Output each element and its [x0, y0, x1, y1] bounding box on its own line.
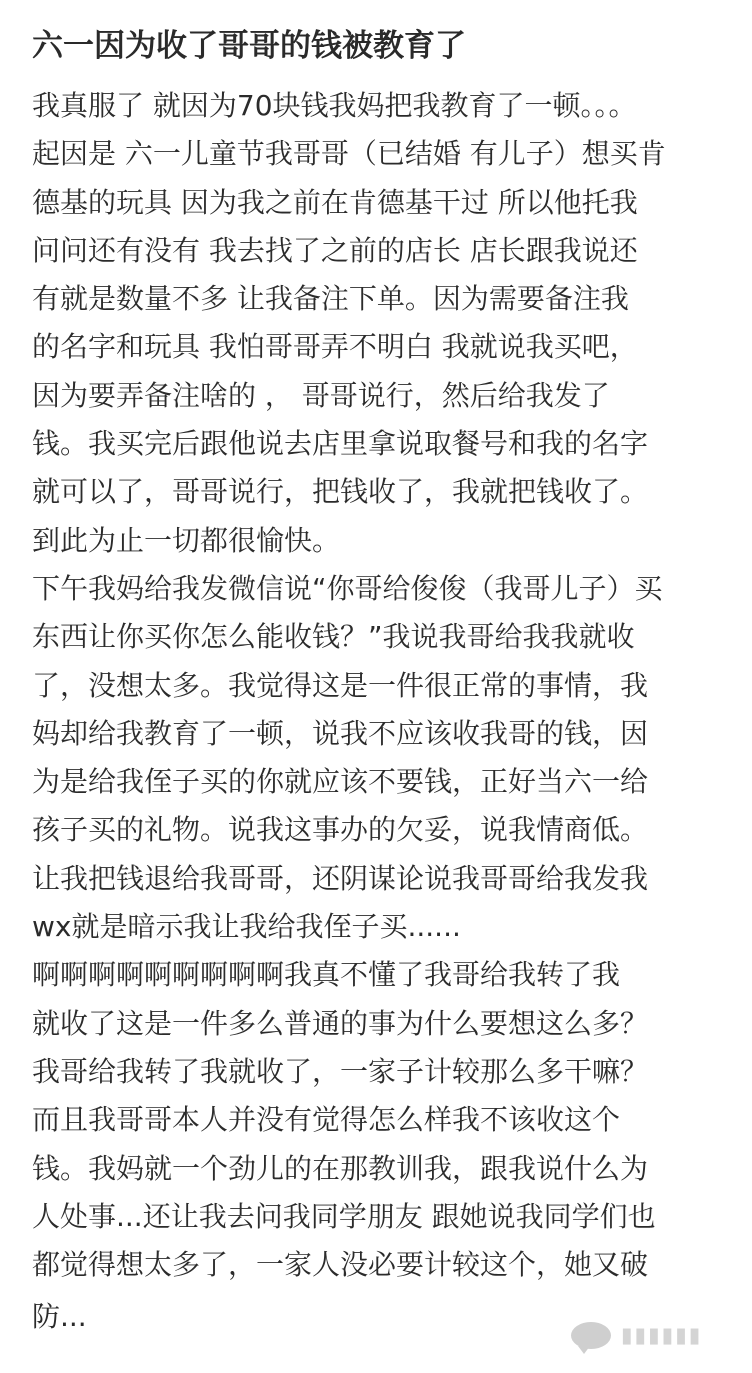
post-line: 到此为止一切都很愉快。 — [32, 523, 341, 557]
post-line: 啊啊啊啊啊啊啊啊啊我真不懂了我哥给我转了我 — [32, 958, 621, 992]
post-line: 防... — [32, 1300, 87, 1334]
post-line: 问问还有没有 我去找了之前的店长 店长跟我说还 — [32, 233, 638, 267]
post-line: 东西让你买你怎么能收钱？”我说我哥给我我就收 — [32, 620, 635, 654]
post-line: 我哥给我转了我就收了，一家子计较那么多干嘛？ — [32, 1054, 649, 1088]
post-line: 德基的玩具 因为我之前在肯德基干过 所以他托我 — [32, 185, 638, 219]
post-line: 人处事...还让我去问我同学朋友 跟她说我同学们也 — [32, 1199, 656, 1233]
post-line: 让我把钱退给我哥哥，还阴谋论说我哥哥给我发我 — [32, 861, 649, 895]
post-line: 钱。我妈就一个劲儿的在那教训我，跟我说什么为 — [32, 1151, 649, 1185]
post-line: 因为要弄备注啥的 ， 哥哥说行，然后给我发了 — [32, 378, 610, 412]
post-line: 都觉得想太多了，一家人没必要计较这个，她又破 — [32, 1248, 649, 1282]
speech-bubble-icon — [571, 1322, 611, 1349]
post-line: 下午我妈给我发微信说“你哥给俊俊（我哥儿子）买 — [32, 571, 663, 605]
post-body — [32, 82, 732, 1342]
post-line: 妈却给我教育了一顿，说我不应该收我哥的钱，因 — [32, 716, 649, 750]
post-line: 了，没想太多。我觉得这是一件很正常的事情，我 — [32, 668, 649, 702]
post-line: 就收了这是一件多么普通的事为什么要想这么多？ — [32, 1006, 649, 1040]
post-line: 就可以了，哥哥说行，把钱收了，我就把钱收了。 — [32, 475, 649, 509]
post-line: 的名字和玩具 我怕哥哥弄不明白 我就说我买吧， — [32, 330, 638, 364]
post-title: 六一因为收了哥哥的钱被教育了 — [32, 28, 466, 64]
post-line: 我真服了 就因为70块钱我妈把我教育了一顿。。。 — [32, 89, 637, 122]
post-line: 为是给我侄子买的你就应该不要钱，正好当六一给 — [32, 765, 649, 799]
post-line: 钱。我买完后跟他说去店里拿说取餐号和我的名字 — [32, 427, 649, 461]
post-line: 有就是数量不多 让我备注下单。因为需要备注我 — [32, 282, 629, 316]
watermark — [571, 1318, 731, 1352]
watermark-text: ▮▮▮▮▮▮ — [621, 1323, 703, 1347]
post-line: 起因是 六一儿童节我哥哥（已结婚 有儿子）想买肯 — [32, 137, 666, 171]
post-line: 孩子买的礼物。说我这事办的欠妥，说我情商低。 — [32, 813, 649, 847]
post-line: 而且我哥哥本人并没有觉得怎么样我不该收这个 — [32, 1103, 621, 1137]
post-line: wx就是暗示我让我给我侄子买...... — [32, 910, 461, 944]
